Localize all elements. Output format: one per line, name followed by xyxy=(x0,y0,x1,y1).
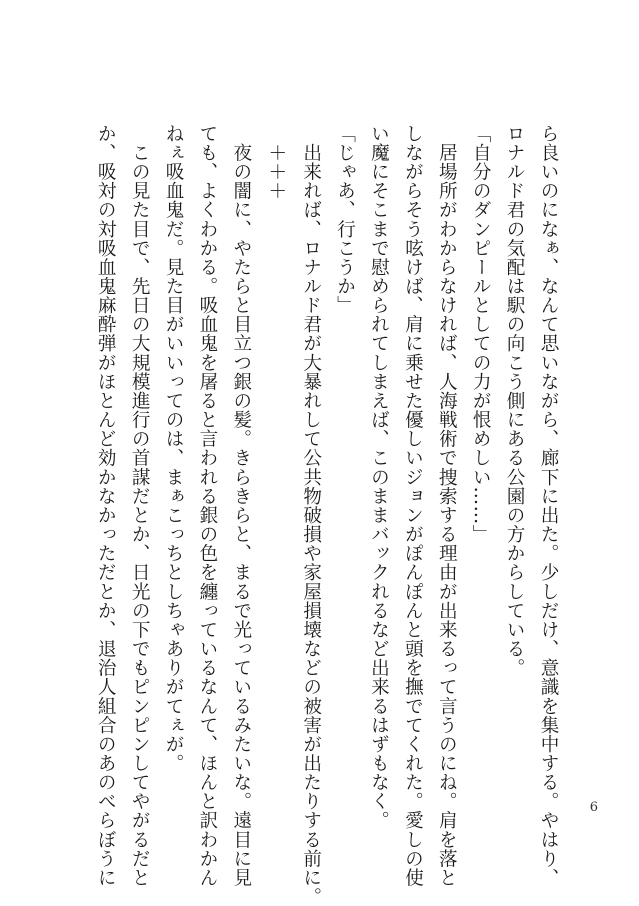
text-line: しながらそう呟けば、肩に乗せた優しいジョンがぽんぽんと頭を撫でてくれた。愛しの使 xyxy=(402,124,424,888)
text-line: ても、よくわかる。吸血鬼を屠ると言われる銀の色を纏っているなんて、ほんと訳わかん xyxy=(196,124,218,888)
text-line: 出来れば、ロナルド君が大暴れして公共物破損や家屋損壊などの被害が出たりする前に。 xyxy=(300,124,322,906)
blank-line xyxy=(258,124,259,854)
text-line: か、吸対の対吸血鬼麻酔弾がほとんど効かなかっただとか、退治人組合のあのべらぼうに xyxy=(95,124,117,888)
text-line: ねぇ吸血鬼だ。見た目がいいってのは、まぁこっちとしちゃありがてぇが。 xyxy=(163,124,185,773)
vertical-text-block xyxy=(95,124,565,906)
text-line: 「じゃあ、行こうか」 xyxy=(334,124,356,315)
text-line: ロナルド君の気配は駅の向こう側にある公園の方からしている。 xyxy=(504,124,526,678)
page-number: 6 xyxy=(589,800,598,815)
text-line: 「自分のダンピールとしての力が恨めしい……」 xyxy=(470,124,492,544)
text-line: 夜の闇に、やたらと目立つ銀の髪。きらきらと、まるで光っているみたいな。遠目に見 xyxy=(230,124,252,888)
text-line: この見た目で、先日の大規模進行の首謀だとか、日光の下でもピンピンしてやがるだと xyxy=(129,124,151,888)
text-line: い魔にそこまで慰められてしまえば、このままバックれるなど出来るはずもなく。 xyxy=(368,124,390,830)
section-break: ＋＋＋ xyxy=(265,124,287,201)
text-line: 居場所がわからなければ、人海戦術で捜索する理由が出来るって言うのにね。肩を落と xyxy=(436,124,458,888)
text-line: ら良いのになぁ、なんて思いながら、廊下に出た。少しだけ、意識を集中する。やはり、 xyxy=(538,124,559,888)
